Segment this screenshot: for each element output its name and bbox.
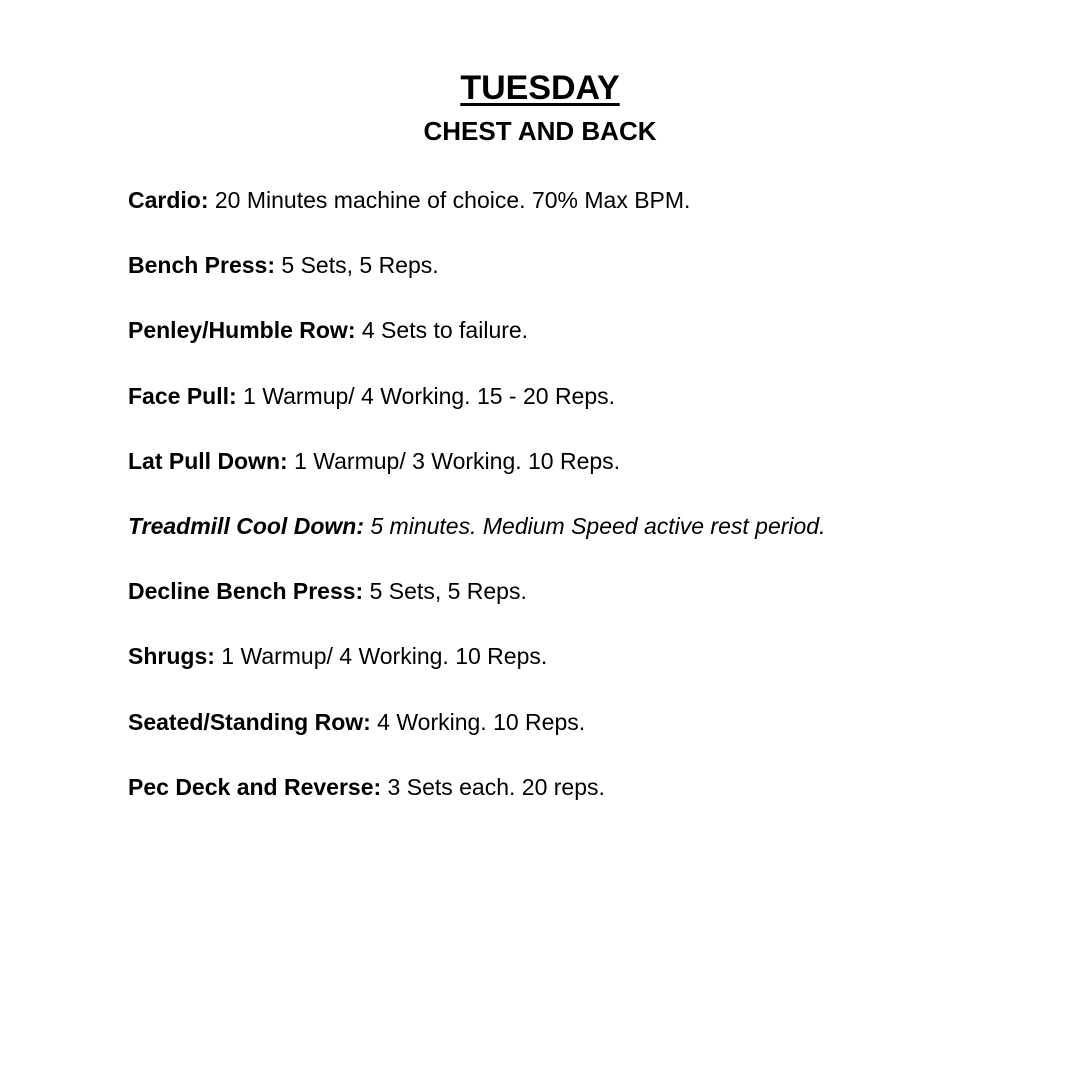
exercise-label: Shrugs: xyxy=(128,643,215,670)
exercise-list xyxy=(128,183,1028,835)
exercise-description: 5 minutes. Medium Speed active rest period. xyxy=(363,512,826,539)
exercise-label: Seated/Standing Row: xyxy=(128,708,371,735)
exercise-entry-shrugs xyxy=(128,639,1028,704)
exercise-label: Pec Deck and Reverse: xyxy=(128,773,382,800)
exercise-description: 1 Warmup/ 4 Working. 15 - 20 Reps. xyxy=(236,382,616,409)
day-title: TUESDAY xyxy=(460,69,620,107)
exercise-description: 4 Sets to failure. xyxy=(355,317,529,344)
exercise-entry-decline-bench-press xyxy=(128,574,1028,639)
exercise-entry-face-pull xyxy=(128,379,1028,444)
exercise-description: 20 Minutes machine of choice. 70% Max BPM. xyxy=(208,187,691,213)
workout-subtitle: CHEST AND BACK xyxy=(423,116,657,146)
exercise-entry-cardio xyxy=(128,183,1028,248)
exercise-entry-lat-pull-down xyxy=(128,444,1028,509)
exercise-entry-penley-humble-row xyxy=(128,313,1028,378)
exercise-description: 1 Warmup/ 4 Working. 10 Reps. xyxy=(214,643,548,670)
exercise-description: 5 Sets, 5 Reps. xyxy=(275,252,439,279)
exercise-label: Penley/Humble Row: xyxy=(128,317,356,344)
exercise-label: Decline Bench Press: xyxy=(128,578,364,605)
exercise-label: Lat Pull Down: xyxy=(128,447,288,474)
exercise-description: 3 Sets each. 20 reps. xyxy=(381,773,605,800)
exercise-label: Cardio: xyxy=(128,187,209,213)
exercise-description: 4 Working. 10 Reps. xyxy=(370,708,586,735)
exercise-description: 1 Warmup/ 3 Working. 10 Reps. xyxy=(287,447,621,474)
exercise-entry-bench-press xyxy=(128,248,1028,313)
exercise-label: Face Pull: xyxy=(128,382,237,409)
page-header xyxy=(0,66,1080,148)
exercise-entry-seated-standing-row xyxy=(128,705,1028,770)
exercise-label: Treadmill Cool Down: xyxy=(128,512,364,539)
exercise-description: 5 Sets, 5 Reps. xyxy=(363,578,527,605)
exercise-entry-treadmill-cool-down xyxy=(128,509,1028,574)
exercise-entry-pec-deck-and-reverse xyxy=(128,770,1028,835)
exercise-label: Bench Press: xyxy=(128,252,276,279)
